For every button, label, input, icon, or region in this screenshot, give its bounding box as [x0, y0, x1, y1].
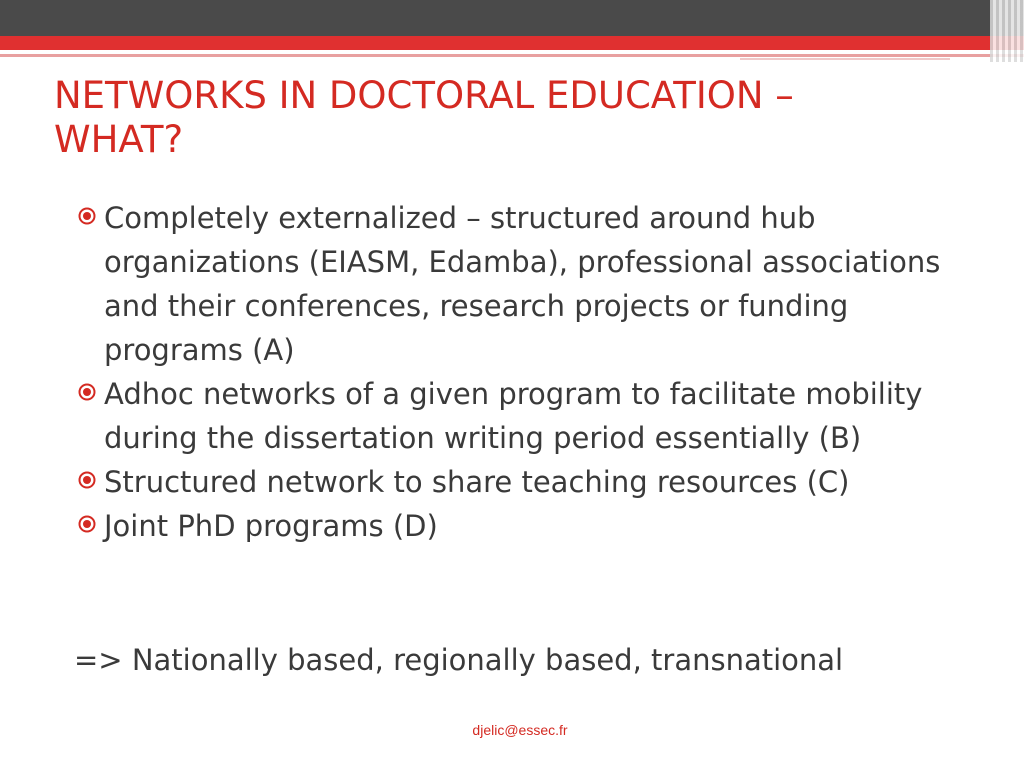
footer-email: djelic@essec.fr	[472, 722, 568, 738]
conclusion-text: => Nationally based, regionally based, transnational	[74, 643, 844, 677]
slide-title: NETWORKS IN DOCTORAL EDUCATION – WHAT?	[54, 74, 794, 161]
header-accent-stripe	[740, 58, 950, 60]
bullet-text: Adhoc networks of a given program to facilitate mobility during the dissertation writing period essentially (B)	[104, 377, 923, 455]
bullet-text: Structured network to share teaching resources (C)	[104, 465, 850, 499]
circle-dot-icon	[78, 515, 96, 533]
header-red-band	[0, 36, 1024, 50]
circle-dot-icon	[78, 383, 96, 401]
bullet-text: Joint PhD programs (D)	[104, 509, 438, 543]
header-red-line	[0, 54, 1024, 57]
bullet-item	[74, 196, 974, 372]
bullet-list	[74, 196, 974, 548]
header-pinstripes	[990, 0, 1024, 62]
bullet-text: Completely externalized – structured around hub organizations (EIASM, Edamba), professional associations and their conferences, research projects or funding programs (A)	[104, 201, 941, 367]
bullet-item	[74, 504, 974, 548]
bullet-item	[74, 372, 974, 460]
header-dark-band	[0, 0, 1024, 36]
bullet-item	[74, 460, 974, 504]
circle-dot-icon	[78, 207, 96, 225]
circle-dot-icon	[78, 471, 96, 489]
